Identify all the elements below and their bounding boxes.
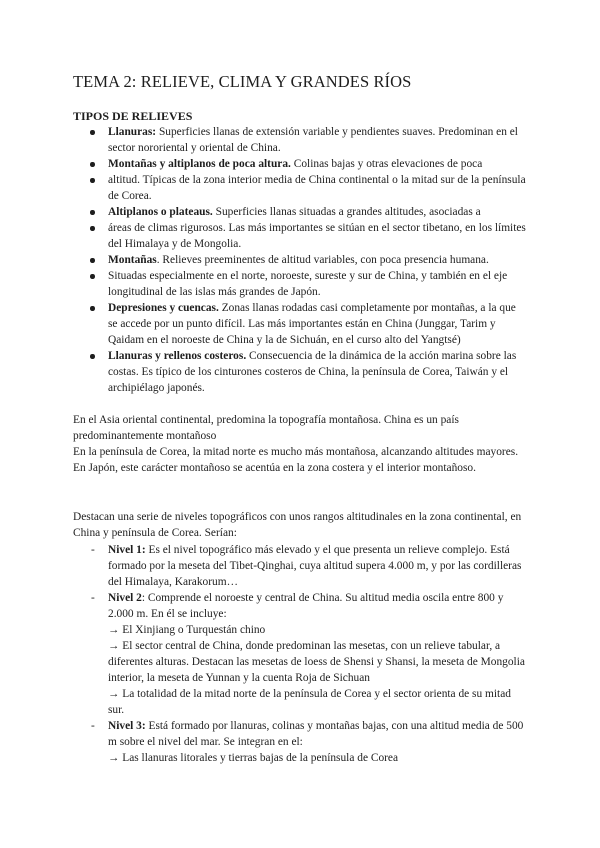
list-item-term: Depresiones y cuencas. xyxy=(108,302,219,314)
level-term: Nivel 1: xyxy=(108,544,146,556)
list-item xyxy=(108,252,528,268)
list-item-term: Altiplanos o plateaus. xyxy=(108,206,213,218)
list-item-text: Situadas especialmente en el norte, noroeste, sureste y sur de China, y también en el eje longitudinal de las islas más grandes de Japón. xyxy=(108,270,508,298)
topographic-levels-list xyxy=(108,542,528,766)
list-item xyxy=(108,124,528,156)
list-item-text: Consecuencia de la dinámica de la acción marina sobre las costas. Es típico de los cinturones costeros de China, la península de Corea, Taiwán y el archipiélago japonés. xyxy=(108,350,517,394)
level-subitem: → La totalidad de la mitad norte de la península de Corea y el sector orienta de su mitad sur. xyxy=(108,688,511,716)
list-item-text: áreas de climas rigurosos. Las más importantes se sitúan en el sector tibetano, en los límites del Himalaya y de Mongolia. xyxy=(108,222,526,250)
list-item xyxy=(108,156,528,172)
list-item xyxy=(108,220,528,252)
list-item xyxy=(108,172,528,204)
list-item-text: altitud. Típicas de la zona interior media de China continental o la mitad sur de la península de Corea. xyxy=(108,174,526,202)
page-title: TEMA 2: RELIEVE, CLIMA Y GRANDES RÍOS xyxy=(73,72,412,91)
level-text: : Comprende el noroeste y central de China. Su altitud media oscila entre 800 y 2.000 m. En él se incluye: xyxy=(108,592,504,620)
list-item-term: Montañas y altiplanos de poca altura. xyxy=(108,158,291,170)
level-item xyxy=(108,542,528,590)
level-subitem: → El sector central de China, donde predominan las mesetas, con un relieve tabular, a diferentes alturas. Destacan las mesetas de loess de Shensi y Shansi, la meseta de Mongolia interior, la meseta de Yunnan y la cuenta Roja de Sichuan xyxy=(108,640,525,684)
level-text: Es el nivel topográfico más elevado y el que presenta un relieve complejo. Está formado por la meseta del Tibet-Qinghai, cuya altitud supera 4.000 m, y por las cordilleras del Himalaya, Karakorum… xyxy=(108,544,522,588)
list-item-text: Zonas llanas rodadas casi completamente por montañas, a la que se accede por un punto difícil. Las más importantes están en China (Junggar, Tarim y Qaidam en el noroeste de China y la de Sichuán, en el curso alto del Yangtsé) xyxy=(108,302,516,346)
list-item-text: Superficies llanas situadas a grandes altitudes, asociadas a xyxy=(212,206,481,218)
list-item-text: Colinas bajas y otras elevaciones de poca xyxy=(290,158,483,170)
level-subitem: → Las llanuras litorales y tierras bajas de la península de Corea xyxy=(108,752,399,764)
level-term: Nivel 2 xyxy=(108,592,142,604)
list-item-text: . Relieves preeminentes de altitud variables, con poca presencia humana. xyxy=(156,254,489,266)
level-text: Está formado por llanuras, colinas y montañas bajas, con una altitud media de 500 m sobre el nivel del mar. Se integran en el: xyxy=(108,720,524,748)
paragraph-korea-japan: En la península de Corea, la mitad norte es mucho más montañosa, alcanzando altitudes mayores. En Japón, este carácter montañoso se acentúa en la zona costera y el interior montañoso. xyxy=(73,446,519,474)
level-subitem: → El Xinjiang o Turquestán chino xyxy=(108,624,266,636)
relief-types-list xyxy=(108,124,528,396)
list-item-term: Montañas xyxy=(108,254,157,266)
list-item xyxy=(108,348,528,396)
list-item xyxy=(108,204,528,220)
level-item xyxy=(108,590,528,718)
list-item-term: Llanuras: xyxy=(108,126,157,138)
paragraph-levels-intro: Destacan una serie de niveles topográficos con unos rangos altitudinales en la zona continental, en China y península de Corea. Serían: xyxy=(73,511,522,539)
level-item xyxy=(108,718,528,766)
list-item-text: Superficies llanas de extensión variable y pendientes suaves. Predominan en el sector nororiental y oriental de China. xyxy=(108,126,518,154)
level-term: Nivel 3: xyxy=(108,720,146,732)
section-heading: TIPOS DE RELIEVES xyxy=(73,109,193,123)
list-item xyxy=(108,300,528,348)
list-item xyxy=(108,268,528,300)
list-item-term: Llanuras y rellenos costeros. xyxy=(108,350,247,362)
paragraph-continental: En el Asia oriental continental, predomina la topografía montañosa. China es un país predominantemente montañoso xyxy=(73,414,459,442)
